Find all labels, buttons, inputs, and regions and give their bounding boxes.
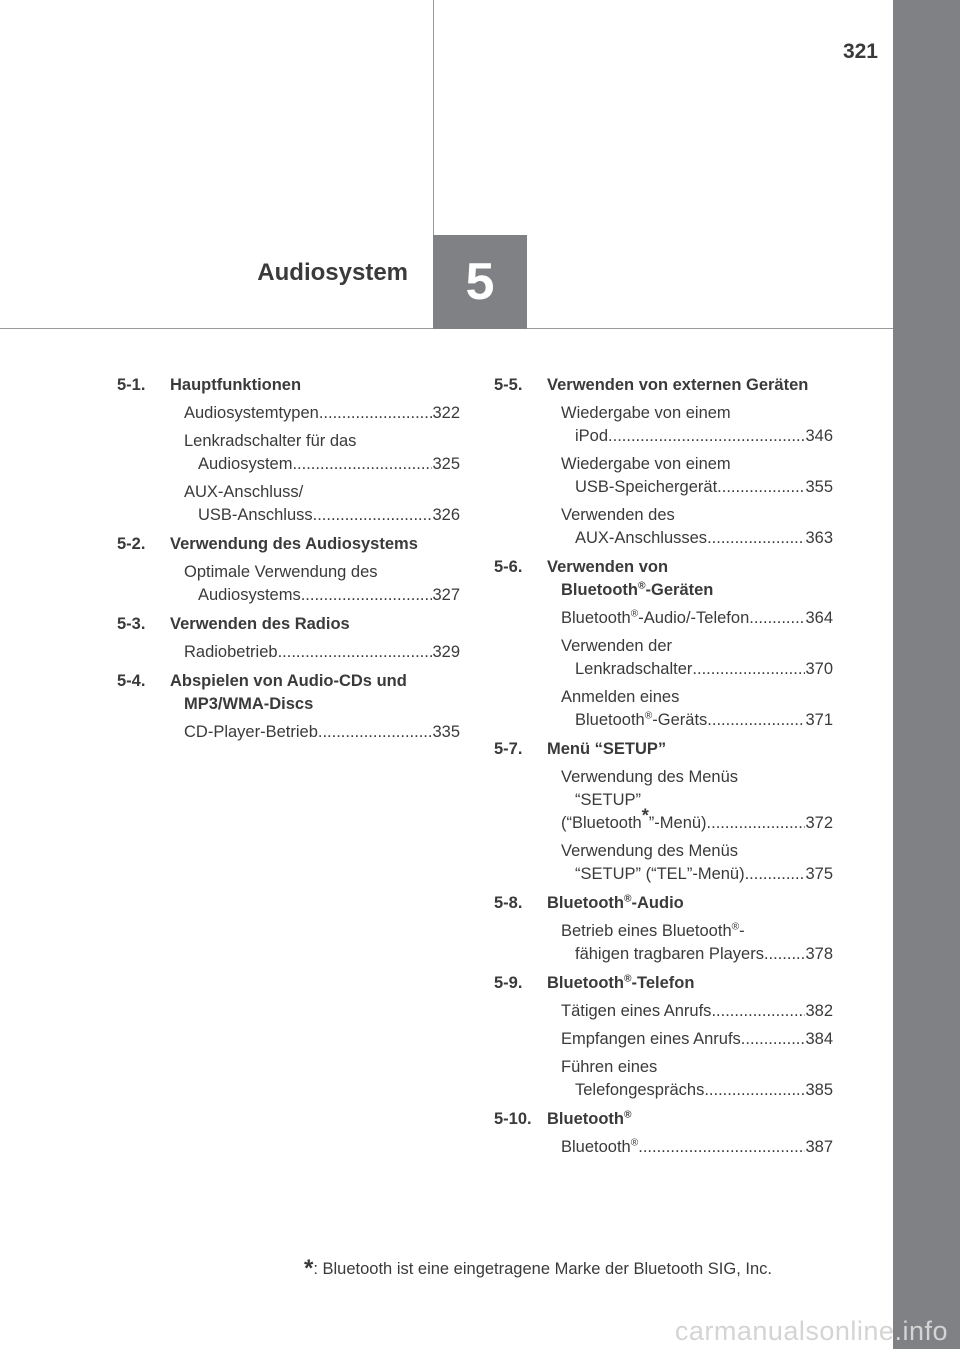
section-number: 5-10. — [494, 1110, 532, 1128]
registered-mark: ® — [623, 893, 632, 905]
entry-text: “SETUP” — [575, 791, 641, 809]
entry-text — [561, 920, 833, 943]
entry-text: Empfangen eines Anrufs — [561, 1030, 741, 1048]
title-part: -Telefon — [631, 974, 695, 992]
dot-leader — [313, 504, 433, 527]
toc-entry[interactable] — [117, 561, 460, 607]
entry-page: 387 — [805, 1138, 833, 1156]
chapter-number-box — [433, 235, 527, 329]
dot-leader — [707, 812, 806, 835]
chapter-title: Audiosystem — [257, 259, 408, 286]
dot-leader — [741, 1028, 806, 1051]
chapter-number: 5 — [465, 253, 495, 311]
footnote-text: : Bluetooth ist eine eingetragene Marke der Bluetooth SIG, Inc. — [313, 1260, 772, 1278]
entry-text: Verwendung des Menüs — [561, 768, 739, 786]
entry-text: iPod — [575, 427, 609, 445]
section-title: Hauptfunktionen — [170, 376, 302, 394]
entry-text-part: ”-Menü) — [648, 814, 707, 832]
entry-page: 364 — [805, 609, 833, 627]
dot-leader — [704, 1079, 805, 1102]
registered-mark: ® — [644, 710, 653, 722]
title-part: Bluetooth — [547, 974, 624, 992]
entry-text — [561, 1136, 638, 1159]
entry-text: Wiedergabe von einem — [561, 455, 731, 473]
entry-text: Wiedergabe von einem — [561, 404, 731, 422]
entry-page: 327 — [432, 586, 460, 604]
entry-text — [561, 805, 707, 835]
toc-section-5-1 — [117, 374, 460, 397]
dot-leader — [319, 402, 433, 425]
entry-text: CD-Player-Betrieb — [184, 723, 318, 741]
entry-page: 378 — [805, 945, 833, 963]
entry-text-part: Bluetooth — [561, 609, 631, 627]
section-number: 5-3. — [117, 615, 146, 633]
entry-page: 371 — [805, 711, 833, 729]
entry-text — [575, 709, 707, 732]
entry-text-part: (“Bluetooth — [561, 814, 642, 832]
entry-text-part: Bluetooth — [575, 711, 645, 729]
section-title: Abspielen von Audio-CDs und MP3/WMA-Discs — [170, 672, 407, 713]
dot-leader — [717, 476, 805, 499]
toc-section-5-2 — [117, 533, 460, 556]
entry-page: 326 — [432, 506, 460, 524]
dot-leader — [318, 721, 433, 744]
entry-page: 322 — [432, 404, 460, 422]
section-number: 5-9. — [494, 974, 523, 992]
toc-left-column — [117, 374, 460, 744]
section-number: 5-6. — [494, 558, 523, 576]
title-part: Bluetooth — [547, 1110, 624, 1128]
entry-text: Lenkradschalter — [575, 660, 693, 678]
toc-entry[interactable] — [494, 453, 833, 499]
toc-section-5-9 — [494, 972, 833, 995]
dot-leader — [278, 641, 433, 664]
entry-text: fähigen tragbaren Players — [575, 945, 764, 963]
entry-text: Audiosystems — [198, 586, 301, 604]
section-title: Verwenden des Radios — [170, 615, 350, 633]
vertical-rule — [433, 0, 434, 235]
entry-text-part: -Audio/-Telefon — [638, 609, 750, 627]
dot-leader — [608, 425, 805, 448]
entry-text: Verwenden der — [561, 637, 672, 655]
entry-text-part: Bluetooth — [561, 1138, 631, 1156]
dot-leader — [301, 584, 433, 607]
entry-text: AUX-Anschlusses — [575, 529, 708, 547]
toc-entry[interactable] — [494, 607, 833, 630]
toc-entry[interactable] — [117, 721, 460, 744]
registered-mark: ® — [623, 1109, 632, 1121]
entry-page: 382 — [805, 1002, 833, 1020]
side-tab-strip — [893, 0, 960, 1349]
entry-page: 355 — [805, 478, 833, 496]
section-title: Menü “SETUP” — [547, 740, 667, 758]
entry-text-part: Betrieb eines Bluetooth — [561, 922, 732, 940]
section-number: 5-2. — [117, 535, 146, 553]
section-number: 5-5. — [494, 376, 523, 394]
toc-section-5-6 — [494, 556, 833, 602]
entry-page: 346 — [805, 427, 833, 445]
registered-mark: ® — [623, 973, 632, 985]
entry-text: Telefongesprächs — [575, 1081, 705, 1099]
toc-entry[interactable] — [494, 504, 833, 550]
section-number: 5-7. — [494, 740, 523, 758]
watermark: carmanualsonline.info — [674, 1316, 948, 1346]
toc-entry[interactable] — [494, 1000, 833, 1023]
title-part: Bluetooth — [547, 894, 624, 912]
entry-page: 325 — [432, 455, 460, 473]
title-part: Verwenden von — [547, 558, 669, 576]
section-number: 5-8. — [494, 894, 523, 912]
section-title — [547, 556, 833, 602]
toc-entry[interactable] — [117, 430, 460, 476]
entry-text: Verwendung des Menüs — [561, 842, 739, 860]
toc-entry[interactable] — [494, 402, 833, 448]
entry-page: 385 — [805, 1081, 833, 1099]
toc-right-column — [494, 374, 833, 1159]
page-number: 321 — [842, 40, 878, 63]
registered-mark: ® — [630, 1137, 639, 1149]
toc-section-5-4 — [117, 670, 460, 716]
entry-page: 363 — [805, 529, 833, 547]
entry-page: 384 — [805, 1030, 833, 1048]
dot-leader — [745, 863, 806, 886]
entry-text: Optimale Verwendung des — [184, 563, 378, 581]
toc-section-5-8 — [494, 892, 833, 915]
toc-entry[interactable] — [494, 840, 833, 886]
section-title: Verwenden von externen Geräten — [547, 376, 809, 394]
entry-text: USB-Speichergerät — [575, 478, 718, 496]
toc-entry[interactable] — [494, 686, 833, 732]
entry-text: Lenkradschalter für das — [184, 432, 357, 450]
toc-entry[interactable] — [117, 402, 460, 425]
toc-entry[interactable] — [494, 635, 833, 681]
entry-text-part: - — [739, 922, 745, 940]
registered-mark: ® — [630, 608, 639, 620]
dot-leader — [749, 607, 805, 630]
section-title — [547, 1108, 833, 1131]
toc-section-5-3 — [117, 613, 460, 636]
dot-leader — [692, 658, 805, 681]
entry-text: Führen eines — [561, 1058, 658, 1076]
toc-entry[interactable] — [117, 641, 460, 664]
entry-text: Verwenden des — [561, 506, 675, 524]
footnote-star: * — [304, 1255, 314, 1282]
entry-text: USB-Anschluss — [198, 506, 313, 524]
toc-entry[interactable] — [494, 1056, 833, 1102]
entry-text: “SETUP” (“TEL”-Menü) — [575, 865, 745, 883]
entry-page: 329 — [432, 643, 460, 661]
dot-leader — [711, 1000, 805, 1023]
section-title: Verwendung des Audiosystems — [170, 535, 418, 553]
toc-entry[interactable] — [494, 766, 833, 835]
title-part: -Audio — [631, 894, 684, 912]
toc-section-5-10 — [494, 1108, 833, 1131]
entry-text — [561, 607, 749, 630]
footnote-star: * — [641, 805, 649, 826]
dot-leader — [292, 453, 432, 476]
entry-page: 372 — [805, 814, 833, 832]
entry-text: Anmelden eines — [561, 688, 680, 706]
toc-entry[interactable] — [494, 920, 833, 966]
toc-entry[interactable] — [117, 481, 460, 527]
entry-page: 375 — [805, 865, 833, 883]
section-title — [547, 892, 833, 915]
registered-mark: ® — [731, 921, 740, 933]
dot-leader — [638, 1136, 805, 1159]
dot-leader — [707, 709, 805, 732]
registered-mark: ® — [637, 580, 646, 592]
entry-text: Tätigen eines Anrufs — [561, 1002, 712, 1020]
entry-text: Audiosystemtypen — [184, 404, 319, 422]
footnote — [304, 1255, 772, 1283]
toc-section-5-7 — [494, 738, 833, 761]
section-number: 5-1. — [117, 376, 146, 394]
section-title — [547, 972, 833, 995]
toc-entry[interactable] — [494, 1136, 833, 1159]
toc-section-5-5 — [494, 374, 833, 397]
entry-page: 335 — [432, 723, 460, 741]
entry-page: 370 — [805, 660, 833, 678]
title-part: -Geräten — [645, 581, 714, 599]
dot-leader — [764, 943, 806, 966]
title-part: Bluetooth — [561, 581, 638, 599]
entry-text: Radiobetrieb — [184, 643, 278, 661]
entry-text-part: -Geräts — [652, 711, 708, 729]
entry-text: AUX-Anschluss/ — [184, 483, 304, 501]
dot-leader — [707, 527, 805, 550]
entry-text: Audiosystem — [198, 455, 293, 473]
section-number: 5-4. — [117, 672, 146, 690]
toc-entry[interactable] — [494, 1028, 833, 1051]
